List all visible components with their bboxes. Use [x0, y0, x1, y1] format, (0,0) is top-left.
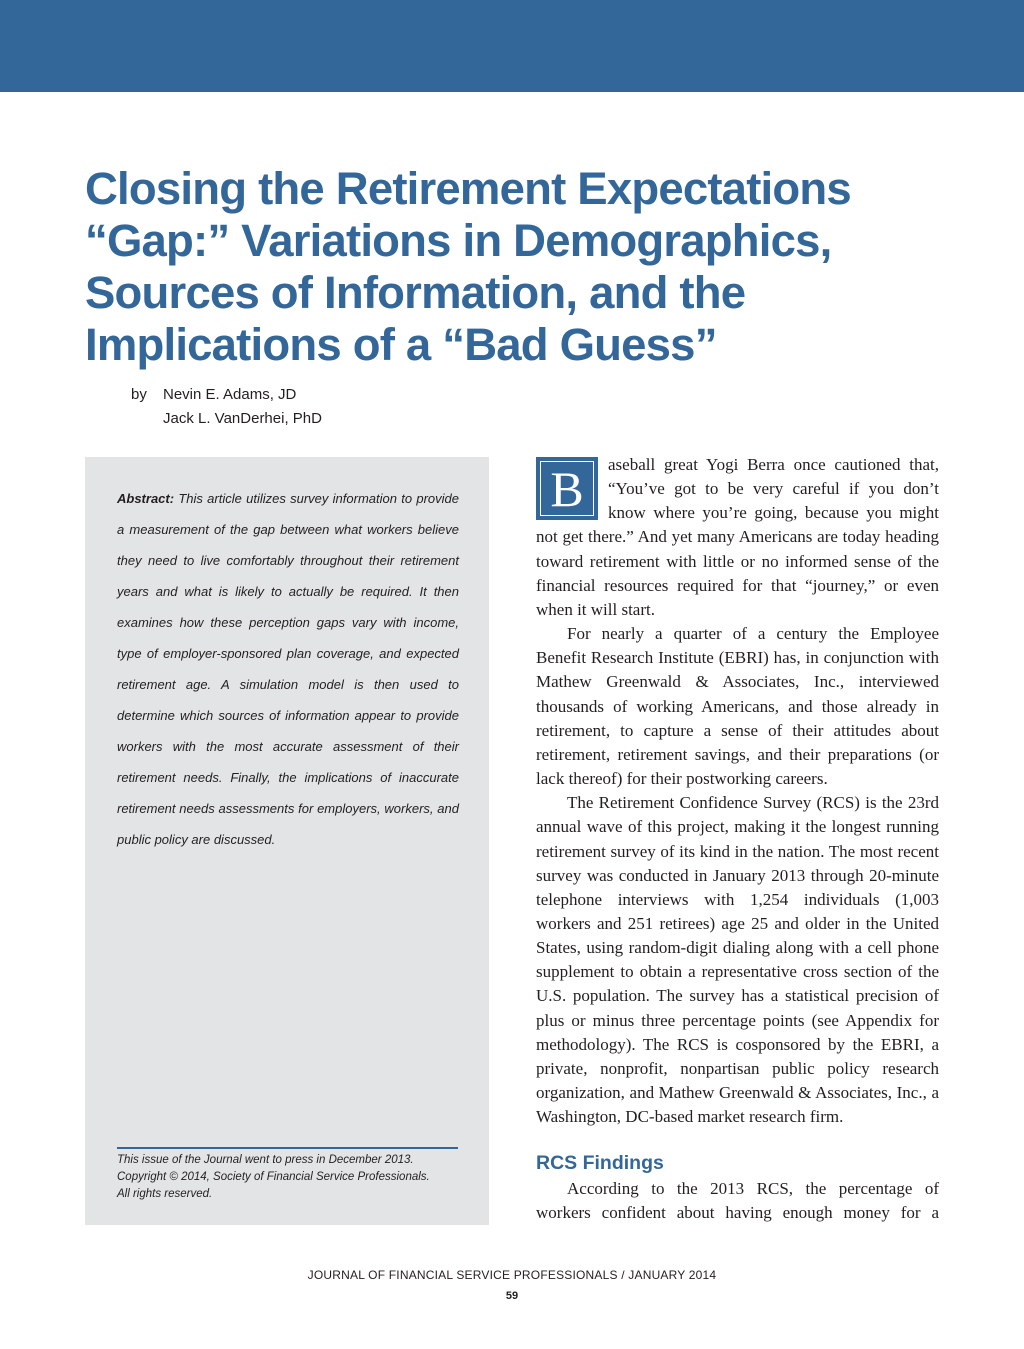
section-heading: RCS Findings [536, 1152, 664, 1174]
press-note-line: This issue of the Journal went to press in December 2013. [117, 1154, 414, 1166]
author-name: Nevin E. Adams, JD [163, 386, 297, 403]
header-color-band [0, 0, 1024, 92]
abstract-body: This article utilizes survey information to provide a measurement of the gap between what workers believe they need to live comfortably throughout their retirement years and what is likely to actually be required. It then examines how these perception gaps vary with income, type of employer-sponsored plan coverage, and expected retirement age. A simulation model is then used to determine which sources of information appear to provide workers with the most accurate assessment of their retirement needs. Finally, the implications of inaccurate retirement needs assessments for employers, workers, and public policy are discussed. [117, 491, 459, 847]
byline [131, 383, 322, 431]
byline-by: by [131, 386, 147, 403]
article-body [536, 453, 939, 1129]
author-name: Jack L. VanDerhei, PhD [163, 410, 322, 427]
body-paragraph: The Retirement Confidence Survey (RCS) is the 23rd annual wave of this project, making it the longest running retirement survey of its kind in the nation. The most recent survey was conducted in January 2013 through 20-minute telephone interviews with 1,254 individuals (1,003 workers and 251 retirees) age 25 and older in the United States, using random-digit dialing along with a cell phone supplement to obtain a representative cross section of the U.S. population. The survey has a statistical precision of plus or minus three percentage points (see Appendix for methodology). The RCS is cosponsored by the EBRI, a private, nonprofit, nonpartisan public policy research organization, and Mathew Greenwald & Associates, Inc., a Washington, DC-based market research firm. [536, 793, 939, 1127]
abstract-label: Abstract: [117, 491, 175, 506]
title-line: “Gap:” Variations in Demographics, [85, 215, 832, 266]
body-paragraph: For nearly a quarter of a century the Employee Benefit Research Institute (EBRI) has, in conjunction with Mathew Greenwald & Associates, Inc., interviewed thousands of working Americans, and those already in retirement, to capture a sense of their attitudes about retirement, retirement savings, and their preparations (or lack thereof) for their postworking careers. [536, 624, 939, 789]
article-title [85, 163, 965, 371]
drop-cap-letter: B [540, 461, 594, 516]
paragraph-text: aseball great Yogi Berra once cautioned that, “You’ve got to be very careful if you don’t know where you’re going, because you might not get there.” And yet many Americans are today heading toward retirement with little or no informed sense of the financial resources required for that “journey,” or even when it will start. [536, 455, 939, 619]
press-note-line: Copyright © 2014, Society of Financial Service Professionals. [117, 1171, 430, 1183]
section-paragraph: According to the 2013 RCS, the percentage of workers confident about having enough money for a [536, 1179, 939, 1223]
title-line: Implications of a “Bad Guess” [85, 319, 717, 370]
press-note-line: All rights reserved. [117, 1188, 213, 1200]
title-line: Closing the Retirement Expectations [85, 163, 851, 214]
abstract-text [117, 483, 459, 855]
page-number: 59 [505, 1290, 519, 1302]
footer-journal-name: JOURNAL OF FINANCIAL SERVICE PROFESSIONALS / JANUARY 2014 [307, 1268, 717, 1282]
drop-cap [536, 457, 598, 520]
press-note-rule [117, 1147, 458, 1149]
body-paragraph [536, 453, 939, 622]
title-line: Sources of Information, and the [85, 267, 746, 318]
press-note [117, 1152, 467, 1203]
